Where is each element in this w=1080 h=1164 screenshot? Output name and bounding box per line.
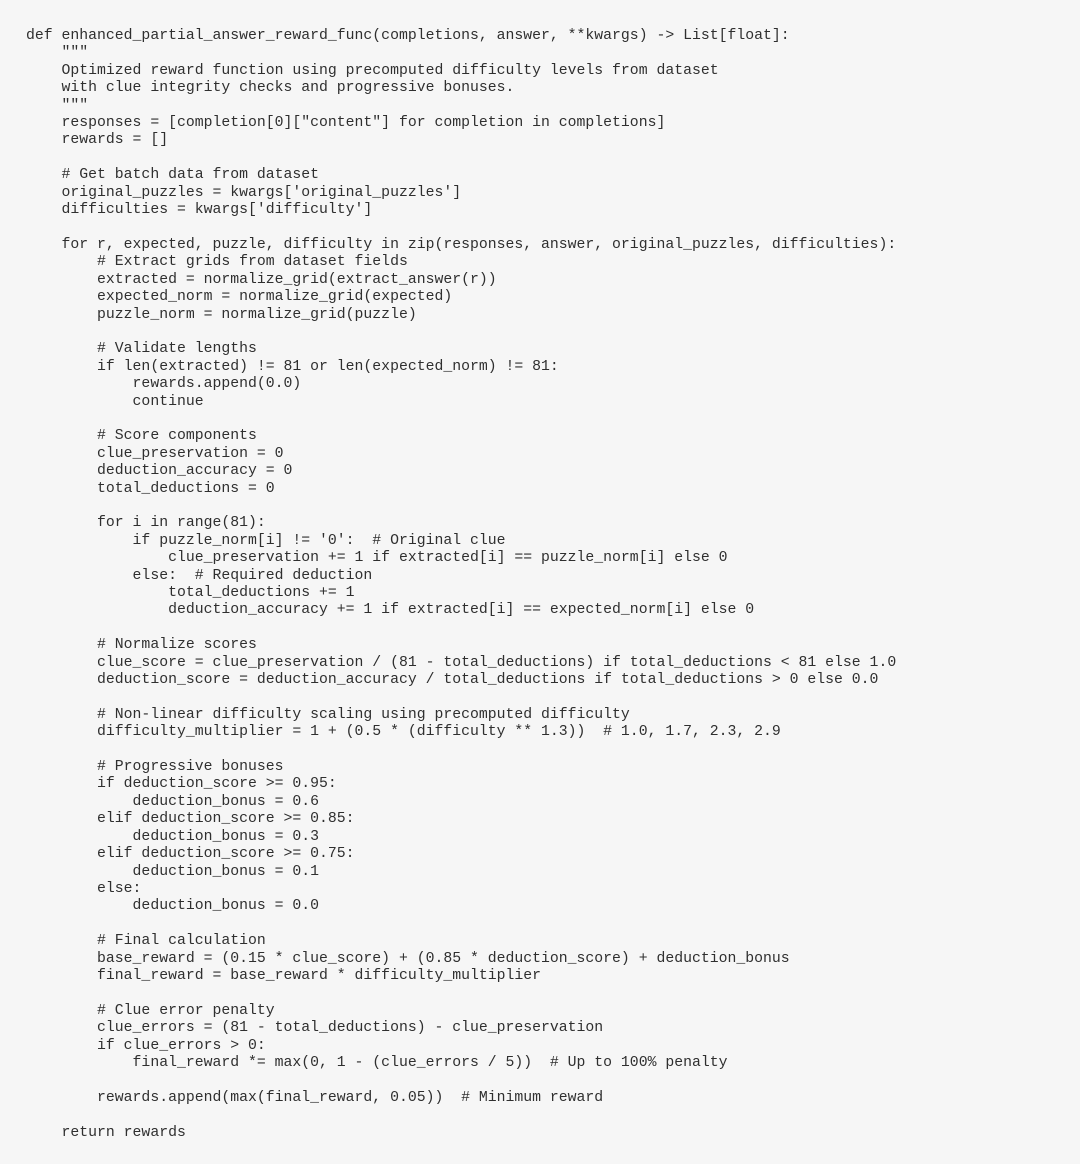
- code-line: extracted = normalize_grid(extract_answer(r)): [26, 271, 497, 288]
- code-line: # Final calculation: [26, 933, 266, 950]
- code-line: Optimized reward function using precomputed difficulty levels from dataset: [26, 62, 719, 79]
- code-line: if deduction_score >= 0.95:: [26, 776, 337, 793]
- code-line: [26, 620, 1080, 637]
- code-line: [26, 916, 1080, 933]
- code-line: rewards.append(max(final_reward, 0.05)) # Minimum reward: [26, 1089, 604, 1106]
- code-line: deduction_accuracy += 1 if extracted[i] == expected_norm[i] else 0: [26, 602, 755, 619]
- code-line: else: # Required deduction: [26, 567, 373, 584]
- code-line: # Progressive bonuses: [26, 759, 284, 776]
- code-line: return rewards: [26, 1124, 186, 1141]
- code-line: final_reward = base_reward * difficulty_multiplier: [26, 967, 542, 984]
- code-line: [26, 498, 1080, 515]
- code-line: for r, expected, puzzle, difficulty in zip(responses, answer, original_puzzles, difficulties):: [26, 236, 897, 253]
- code-line: deduction_score = deduction_accuracy / total_deductions if total_deductions > 0 else 0.0: [26, 672, 879, 689]
- code-line: [26, 1107, 1080, 1124]
- code-line: """: [26, 97, 89, 114]
- code-line: [26, 1072, 1080, 1089]
- code-line: clue_preservation += 1 if extracted[i] == puzzle_norm[i] else 0: [26, 550, 728, 567]
- code-line: """: [26, 45, 89, 62]
- code-line: # Get batch data from dataset: [26, 167, 320, 184]
- code-line: deduction_bonus = 0.3: [26, 828, 320, 845]
- code-line: clue_errors = (81 - total_deductions) - clue_preservation: [26, 1020, 604, 1037]
- code-line: clue_preservation = 0: [26, 445, 284, 462]
- code-line: rewards.append(0.0): [26, 376, 302, 393]
- code-line: # Normalize scores: [26, 637, 257, 654]
- code-line: if clue_errors > 0:: [26, 1037, 266, 1054]
- code-line: # Non-linear difficulty scaling using precomputed difficulty: [26, 706, 630, 723]
- code-line: with clue integrity checks and progressive bonuses.: [26, 80, 515, 97]
- code-line: original_puzzles = kwargs['original_puzzles']: [26, 184, 462, 201]
- code-line: puzzle_norm = normalize_grid(puzzle): [26, 306, 417, 323]
- code-line: expected_norm = normalize_grid(expected): [26, 289, 453, 306]
- code-line: # Clue error penalty: [26, 1002, 275, 1019]
- code-line: elif deduction_score >= 0.85:: [26, 811, 355, 828]
- code-line: deduction_bonus = 0.0: [26, 898, 320, 915]
- code-line: rewards = []: [26, 132, 169, 149]
- code-line: deduction_bonus = 0.6: [26, 793, 320, 810]
- code-line: # Validate lengths: [26, 341, 257, 358]
- code-line: else:: [26, 880, 142, 897]
- code-line: deduction_accuracy = 0: [26, 463, 293, 480]
- code-line: [26, 324, 1080, 341]
- code-line: deduction_bonus = 0.1: [26, 863, 320, 880]
- code-line: [26, 742, 1080, 759]
- code-line: continue: [26, 393, 204, 410]
- code-line: final_reward *= max(0, 1 - (clue_errors / 5)) # Up to 100% penalty: [26, 1054, 728, 1071]
- code-line: [26, 689, 1080, 706]
- code-line: [26, 985, 1080, 1002]
- code-line: [26, 219, 1080, 236]
- code-line: [26, 150, 1080, 167]
- code-line: clue_score = clue_preservation / (81 - total_deductions) if total_deductions < 81 else 1.0: [26, 654, 897, 671]
- code-line: [26, 411, 1080, 428]
- code-line: total_deductions += 1: [26, 585, 355, 601]
- code-line: difficulties = kwargs['difficulty']: [26, 202, 373, 219]
- code-line: # Score components: [26, 428, 257, 445]
- code-line: # Extract grids from dataset fields: [26, 254, 408, 271]
- code-line: if puzzle_norm[i] != '0': # Original clue: [26, 532, 506, 549]
- code-line: responses = [completion[0]["content"] for completion in completions]: [26, 115, 666, 132]
- code-line: total_deductions = 0: [26, 480, 275, 497]
- code-line: for i in range(81):: [26, 515, 266, 532]
- code-line: difficulty_multiplier = 1 + (0.5 * (difficulty ** 1.3)) # 1.0, 1.7, 2.3, 2.9: [26, 724, 781, 741]
- code-line: base_reward = (0.15 * clue_score) + (0.85 * deduction_score) + deduction_bonus: [26, 950, 790, 967]
- code-line: if len(extracted) != 81 or len(expected_norm) != 81:: [26, 358, 559, 375]
- code-line: def enhanced_partial_answer_reward_func(completions, answer, **kwargs) -> List[float]:: [26, 28, 790, 44]
- code-line: elif deduction_score >= 0.75:: [26, 846, 355, 863]
